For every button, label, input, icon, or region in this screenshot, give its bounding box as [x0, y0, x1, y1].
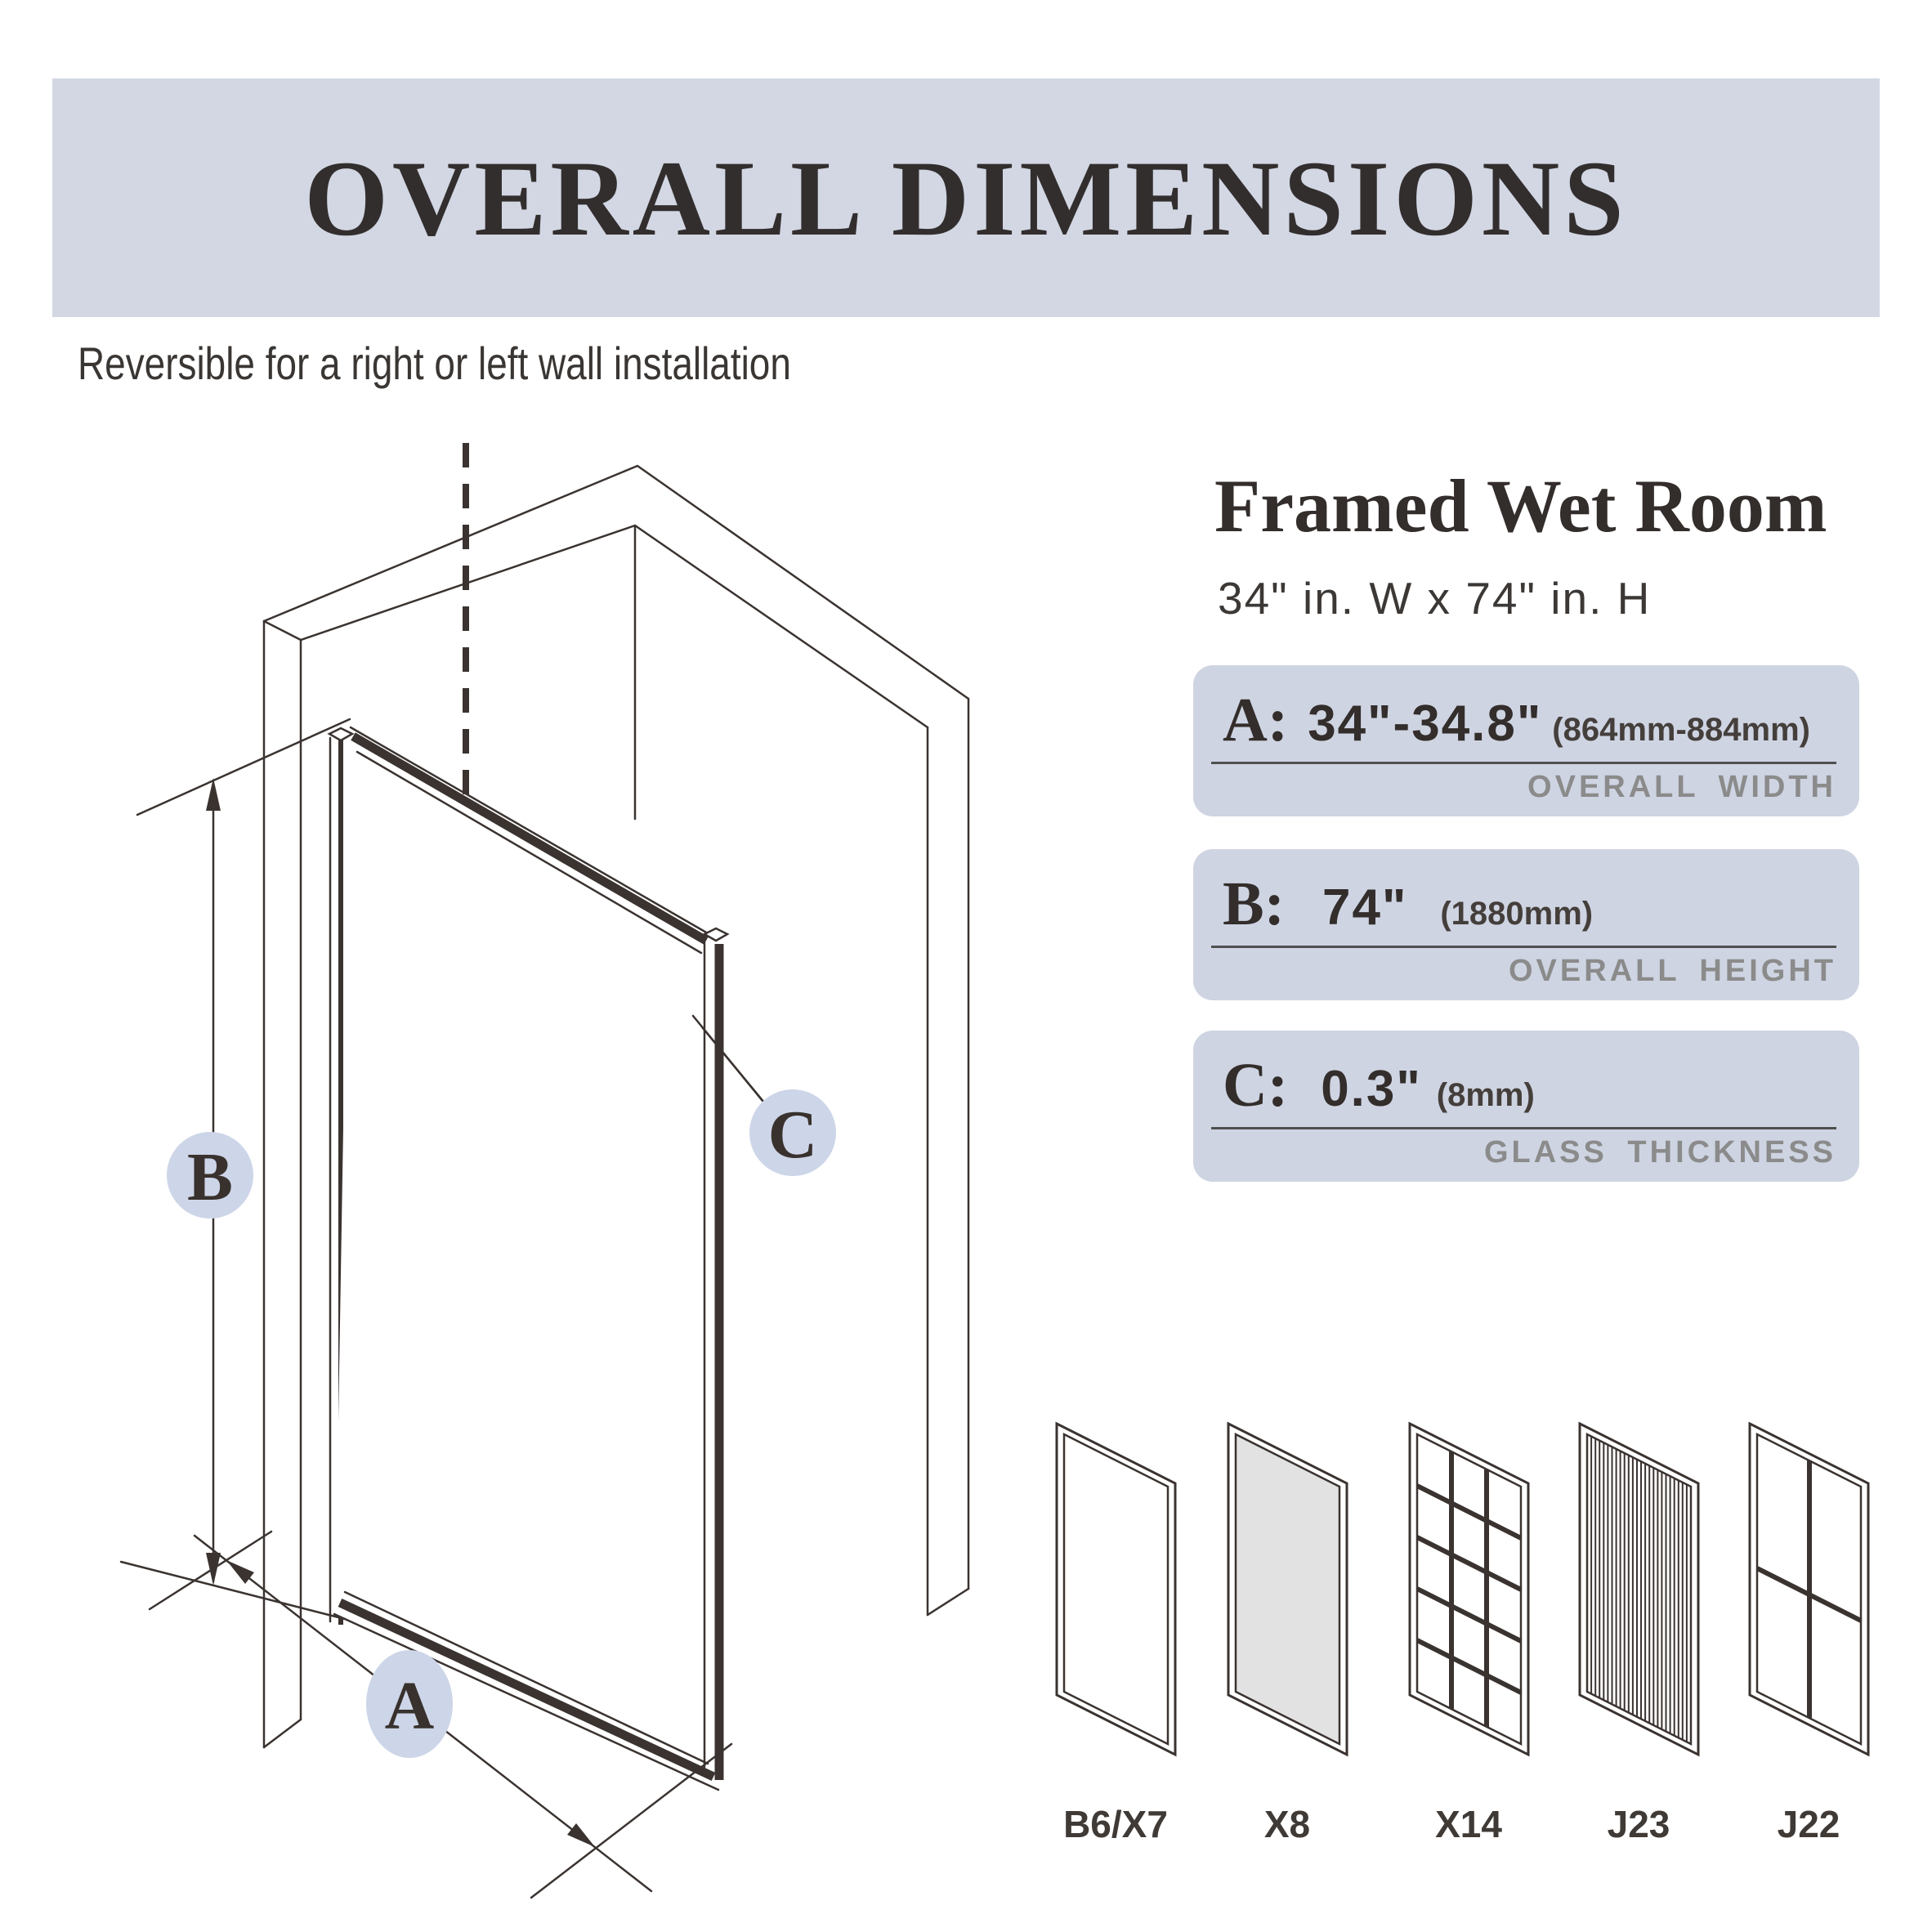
- dimension-metric: (864mm-884mm): [1552, 712, 1810, 748]
- glass-style-label: X8: [1263, 1803, 1311, 1845]
- product-name: Framed Wet Room: [1214, 464, 1827, 548]
- label-bubble-c: [749, 1089, 836, 1176]
- glass-style-j23: [1580, 1424, 1698, 1845]
- glass-style-x14: [1410, 1424, 1528, 1845]
- glass-style-label: J22: [1777, 1803, 1840, 1845]
- glass-style-label: X14: [1435, 1803, 1502, 1845]
- subtitle: Reversible for a right or left wall installation: [78, 338, 791, 389]
- dimension-caption: OVERALL WIDTH: [1527, 770, 1836, 804]
- label-bubble-a: [366, 1650, 453, 1758]
- glass-style-x8: [1228, 1424, 1347, 1845]
- label-b: B: [186, 1139, 234, 1215]
- label-a: A: [384, 1668, 435, 1744]
- glass-style-b6x7: [1057, 1424, 1175, 1845]
- glass-style-label: B6/X7: [1063, 1803, 1168, 1845]
- dimension-metric: (1880mm): [1440, 896, 1594, 932]
- dimension-caption: OVERALL HEIGHT: [1509, 954, 1836, 988]
- dimension-key: A:: [1223, 686, 1289, 754]
- label-bubble-b: [167, 1132, 253, 1219]
- dimension-metric: (8mm): [1436, 1077, 1535, 1113]
- dimension-value: 74": [1322, 879, 1408, 936]
- dimension-value: 0.3": [1321, 1061, 1422, 1117]
- dimension-value: 34"-34.8": [1308, 695, 1543, 752]
- product-size: 34" in. W x 74" in. H: [1218, 573, 1652, 624]
- glass-style-j22: [1750, 1424, 1868, 1845]
- dimension-key: C:: [1223, 1051, 1289, 1120]
- label-c: C: [767, 1097, 818, 1173]
- glass-panel: [334, 727, 727, 1790]
- dimension-key: B:: [1223, 870, 1285, 938]
- page-title: OVERALL DIMENSIONS: [304, 137, 1628, 258]
- dimension-caption: GLASS THICKNESS: [1483, 1135, 1836, 1169]
- glass-style-label: J23: [1607, 1803, 1670, 1845]
